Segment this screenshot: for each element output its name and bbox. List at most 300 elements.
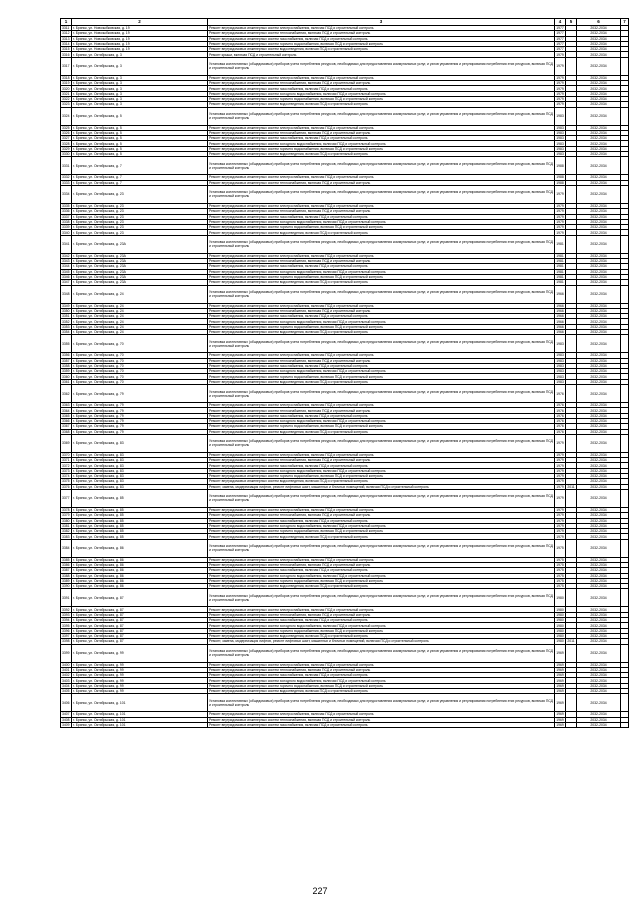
work-type-cell: Ремонт внутридомовых инженерных систем холодного водоснабжения, включая ПСД и строительный контроль (208, 418, 555, 423)
planned-period-cell: 2032-2034 (577, 628, 621, 633)
row-number-cell: 3371 (62, 458, 70, 463)
row-number-cell: 3311 (61, 26, 72, 31)
address-cell: г. Брянск, ул. Октябрьская, д. 83 (72, 434, 208, 452)
row-number-cell: 3361 (62, 379, 70, 384)
work-type-cell: Ремонт внутридомовых инженерных систем горячего водоснабжения, включая ПСД и строительный контроль (208, 324, 555, 329)
address-cell: г. Брянск, ул. Октябрьская, д. 99 (72, 667, 208, 672)
address-cell: г. Брянск, ул. Октябрьская, д. 86 (72, 573, 208, 578)
row-number-cell: 3322 (62, 97, 70, 102)
planned-period-cell: 2032-2034 (577, 712, 621, 717)
build-year-cell: 1979 (556, 102, 564, 107)
last-repair-year-cell (566, 285, 577, 303)
planned-period-cell: 2032-2034 (577, 662, 621, 667)
works-table (60, 18, 629, 728)
planned-period-cell: 2032-2034 (577, 424, 621, 429)
work-type-cell: Ремонт внутридомовых инженерных систем горячего водоснабжения, включая ПСД и строительный контроль (208, 529, 555, 534)
planned-period-cell: 2032-2034 (577, 47, 621, 52)
address-cell: г. Брянск, ул. Октябрьская, д. 87 (72, 589, 208, 607)
build-year-cell: 1979 (556, 214, 564, 219)
work-type-cell: Ремонт внутридомовых инженерных систем газоснабжения, включая ПСД и строительный контроль (208, 136, 555, 141)
row-number-cell: 3325 (62, 125, 70, 130)
row-number-cell: 3323 (62, 102, 70, 107)
work-type-cell: Ремонт внутридомовых инженерных систем холодного водоснабжения, включая ПСД и строительный контроль (208, 468, 555, 473)
work-type-cell: Ремонт внутридомовых инженерных систем газоснабжения, включая ПСД и строительный контроль (208, 86, 555, 91)
address-cell: г. Брянск, ул. Октябрьская, д. 3 (72, 81, 208, 86)
row-number-cell: 3354 (62, 330, 70, 335)
build-year-cell: 1979 (555, 489, 566, 507)
address-cell: г. Брянск, ул. Октябрьская, д. 70 (72, 379, 208, 384)
planned-period-cell: 2032-2034 (577, 209, 621, 214)
row-number-cell: 3384 (61, 539, 72, 557)
row-number-cell: 3383 (62, 534, 70, 539)
address-cell: г. Брянск, ул. Октябрьская, д. 87 (72, 618, 208, 623)
planned-period-cell: 2032-2034 (577, 385, 621, 403)
build-year-cell: 1975 (556, 563, 564, 568)
row-number-cell: 3360 (62, 374, 70, 379)
row-number-cell: 3365 (62, 413, 70, 418)
work-type-cell: Ремонт внутридомовых инженерных систем газоснабжения, включая ПСД и строительный контроль (208, 463, 555, 468)
planned-period-cell: 2032-2034 (577, 185, 621, 203)
address-cell: г. Брянск, ул. Октябрьская, д. 3 (72, 57, 208, 75)
build-year-cell: 1977 (556, 31, 564, 36)
build-year-cell: 1981 (555, 235, 566, 253)
work-type-cell: Установка коллективных (общедомовых) приборов учета потребления ресурсов, необходимых для предоставления коммунальных услуг, и узлов управления и регулирования потребления этих ресурсов, включая ПСД и строительный контроль (208, 434, 555, 452)
work-type-cell: Ремонт внутридомовых инженерных систем электроснабжения, включая ПСД и строительный контроль (208, 712, 555, 717)
work-type-cell: Ремонт внутридомовых инженерных систем теплоснабжения, включая ПСД и строительный контроль (208, 81, 555, 86)
address-cell: г. Брянск, ул. Октябрьская, д. 85 (72, 534, 208, 539)
col-header-1: 1 (61, 19, 72, 26)
row-number-cell: 3355 (61, 335, 72, 353)
work-type-cell: Ремонт внутридомовых инженерных систем электроснабжения, включая ПСД и строительный контроль (208, 303, 555, 308)
row-number-cell: 3318 (62, 75, 70, 80)
build-year-cell: 1981 (556, 264, 564, 269)
row-number-cell: 3320 (62, 86, 70, 91)
planned-period-cell: 2032-2034 (577, 81, 621, 86)
table-row (61, 235, 629, 253)
work-type-cell: Ремонт внутридомовых инженерных систем холодного водоснабжения, включая ПСД и строительный контроль (208, 623, 555, 628)
extra-cell (621, 644, 629, 662)
build-year-cell: 1988 (556, 175, 564, 180)
row-number-cell: 3368 (62, 429, 70, 434)
planned-period-cell: 2032-2034 (577, 683, 621, 688)
planned-period-cell: 2032-2034 (577, 589, 621, 607)
work-type-cell: Ремонт внутридомовых инженерных систем электроснабжения, включая ПСД и строительный контроль (208, 203, 555, 208)
work-type-cell: Ремонт крыши, включая ПСД и строительный контроль (208, 52, 555, 57)
work-type-cell: Ремонт внутридомовых инженерных систем электроснабжения, включая ПСД и строительный контроль (208, 253, 555, 258)
work-type-cell: Ремонт внутридомовых инженерных систем газоснабжения, включая ПСД и строительный контроль (208, 518, 555, 523)
row-number-cell: 3348 (61, 285, 72, 303)
last-repair-year-cell: 2011 (567, 484, 575, 489)
work-type-cell: Ремонт внутридомовых инженерных систем холодного водоснабжения, включая ПСД и строительный контроль (208, 369, 555, 374)
work-type-cell: Ремонт внутридомовых инженерных систем газоснабжения, включая ПСД и строительный контроль (208, 413, 555, 418)
row-number-cell: 3352 (62, 319, 70, 324)
row-number-cell: 3409 (62, 723, 70, 728)
row-number-cell: 3375 (62, 479, 70, 484)
work-type-cell: Ремонт внутридомовых инженерных систем теплоснабжения, включая ПСД и строительный контроль (208, 612, 555, 617)
planned-period-cell: 2032-2034 (577, 633, 621, 638)
work-type-cell: Установка коллективных (общедомовых) приборов учета потребления ресурсов, необходимых для предоставления коммунальных услуг, и узлов управления и регулирования потребления этих ресурсов, включая ПСД и строительный контроль (208, 285, 555, 303)
address-cell: г. Брянск, ул. Октябрьская, д. 83 (72, 474, 208, 479)
planned-period-cell: 2032-2034 (577, 107, 621, 125)
col-header-6: 6 (577, 19, 621, 26)
build-year-cell: 1969 (556, 712, 564, 717)
planned-period-cell: 2032-2034 (577, 36, 621, 41)
address-cell: г. Брянск, ул. Октябрьская, д. 24 (72, 285, 208, 303)
row-number-cell: 3356 (62, 353, 70, 358)
planned-period-cell: 2032-2034 (577, 230, 621, 235)
planned-period-cell: 2032-2034 (577, 91, 621, 96)
row-number-cell: 3366 (62, 419, 70, 424)
address-cell: г. Брянск, ул. Новозыбковская, д. 19 (72, 36, 208, 41)
row-number-cell: 3315 (62, 47, 70, 52)
address-cell: г. Брянск, ул. Октябрьская, д. 23А (72, 253, 208, 258)
work-type-cell: Ремонт внутридомовых инженерных систем теплоснабжения, включая ПСД и строительный контроль (208, 563, 555, 568)
address-cell: г. Брянск, ул. Октябрьская, д. 87 (72, 633, 208, 638)
row-number-cell: 3403 (62, 678, 70, 683)
row-number-cell: 3332 (62, 175, 70, 180)
address-cell: г. Брянск, ул. Октябрьская, д. 83 (72, 468, 208, 473)
work-type-cell: Ремонт внутридомовых инженерных систем теплоснабжения, включая ПСД и строительный контроль (208, 209, 555, 214)
address-cell: г. Брянск, ул. Октябрьская, д. 87 (72, 639, 208, 644)
work-type-cell: Ремонт внутридомовых инженерных систем электроснабжения, включая ПСД и строительный контроль (208, 175, 555, 180)
address-cell: г. Брянск, ул. Октябрьская, д. 86 (72, 563, 208, 568)
table-row (61, 539, 629, 557)
planned-period-cell: 2032-2034 (577, 539, 621, 557)
planned-period-cell: 2032-2034 (577, 474, 621, 479)
planned-period-cell: 2032-2034 (577, 274, 621, 279)
build-year-cell: 1980 (556, 618, 564, 623)
row-number-cell: 3312 (62, 31, 70, 36)
table-row (61, 285, 629, 303)
work-type-cell: Ремонт внутридомовых инженерных систем электроснабжения, включая ПСД и строительный контроль (208, 75, 555, 80)
planned-period-cell: 2032-2034 (577, 513, 621, 518)
build-year-cell: 1983 (556, 374, 564, 379)
work-type-cell: Ремонт внутридомовых инженерных систем газоснабжения, включая ПСД и строительный контроль (208, 314, 555, 319)
last-repair-year-cell (566, 589, 577, 607)
planned-period-cell: 2032-2034 (577, 568, 621, 573)
last-repair-year-cell (566, 722, 577, 727)
row-number-cell: 3347 (62, 280, 70, 285)
address-cell: г. Брянск, ул. Октябрьская, д. 23А (72, 259, 208, 264)
planned-period-cell: 2032-2034 (577, 57, 621, 75)
row-number-cell: 3364 (62, 408, 70, 413)
row-number-cell: 3326 (62, 131, 70, 135)
row-number-cell: 3362 (61, 385, 72, 403)
build-year-cell: 1979 (556, 230, 564, 235)
work-type-cell: Ремонт внутридомовых инженерных систем водоотведения, включая ПСД и строительный контроль (208, 584, 555, 589)
work-type-cell: Установка коллективных (общедомовых) приборов учета потребления ресурсов, необходимых для предоставления коммунальных услуг, и узлов управления и регулирования потребления этих ресурсов, включая ПСД и строительный контроль (208, 235, 555, 253)
address-cell: г. Брянск, ул. Октябрьская, д. 86 (72, 557, 208, 562)
work-type-cell: Установка коллективных (общедомовых) приборов учета потребления ресурсов, необходимых для предоставления коммунальных услуг, и узлов управления и регулирования потребления этих ресурсов, включая ПСД и строительный контроль (208, 539, 555, 557)
row-number-cell: 3397 (62, 634, 70, 639)
address-cell: г. Брянск, ул. Новозыбковская, д. 19 (72, 31, 208, 36)
address-cell: г. Брянск, ул. Октябрьская, д. 7 (72, 180, 208, 185)
work-type-cell: Ремонт внутридомовых инженерных систем электроснабжения, включая ПСД и строительный контроль (208, 662, 555, 667)
planned-period-cell: 2032-2034 (577, 308, 621, 313)
address-cell: г. Брянск, ул. Октябрьская, д. 99 (72, 673, 208, 678)
planned-period-cell: 2032-2034 (577, 623, 621, 628)
build-year-cell: 1979 (556, 468, 564, 473)
build-year-cell: 1976 (556, 403, 564, 408)
build-year-cell: 1979 (555, 185, 566, 203)
address-cell: г. Брянск, ул. Новозыбковская, д. 19 (72, 41, 208, 46)
extra-cell (621, 157, 629, 175)
row-number-cell: 3392 (62, 607, 70, 612)
row-number-cell: 3319 (62, 81, 70, 86)
row-number-cell: 3314 (62, 42, 70, 47)
row-number-cell: 3334 (61, 185, 72, 203)
address-cell: г. Брянск, ул. Октябрьская, д. 101 (72, 722, 208, 727)
row-number-cell: 3393 (62, 612, 70, 617)
work-type-cell: Ремонт внутридомовых инженерных систем холодного водоснабжения, включая ПСД и строительный контроль (208, 219, 555, 224)
row-number-cell: 3374 (62, 474, 70, 479)
table-row (61, 57, 629, 75)
work-type-cell: Установка коллективных (общедомовых) приборов учета потребления ресурсов, необходимых для предоставления коммунальных услуг, и узлов управления и регулирования потребления этих ресурсов, включая ПСД и строительный контроль (208, 489, 555, 507)
planned-period-cell: 2032-2034 (577, 180, 621, 185)
address-cell: г. Брянск, ул. Октябрьская, д. 23 (72, 209, 208, 214)
planned-period-cell: 2032-2034 (577, 324, 621, 329)
build-year-cell: 1983 (556, 125, 564, 130)
address-cell: г. Брянск, ул. Октябрьская, д. 3 (72, 86, 208, 91)
work-type-cell: Установка коллективных (общедомовых) приборов учета потребления ресурсов, необходимых для предоставления коммунальных услуг, и узлов управления и регулирования потребления этих ресурсов, включая ПСД и строительный контроль (208, 694, 555, 712)
row-number-cell: 3363 (62, 403, 70, 408)
row-number-cell: 3333 (62, 180, 70, 185)
last-repair-year-cell (566, 235, 577, 253)
build-year-cell: 1976 (556, 413, 564, 418)
build-year-cell: 1979 (556, 52, 564, 57)
planned-period-cell: 2032-2034 (577, 259, 621, 264)
row-number-cell: 3359 (62, 369, 70, 374)
work-type-cell: Ремонт внутридомовых инженерных систем теплоснабжения, включая ПСД и строительный контроль (208, 31, 555, 36)
work-type-cell: Ремонт внутридомовых инженерных систем горячего водоснабжения, включая ПСД и строительный контроль (208, 96, 555, 101)
work-type-cell: Установка коллективных (общедомовых) приборов учета потребления ресурсов, необходимых для предоставления коммунальных услуг, и узлов управления и регулирования потребления этих ресурсов, включая ПСД и строительный контроль (208, 589, 555, 607)
work-type-cell: Ремонт внутридомовых инженерных систем водоотведения, включая ПСД и строительный контроль (208, 479, 555, 484)
last-repair-year-cell (566, 335, 577, 353)
work-type-cell: Ремонт внутридомовых инженерных систем горячего водоснабжения, включая ПСД и строительный контроль (208, 683, 555, 688)
work-type-cell: Ремонт внутридомовых инженерных систем газоснабжения, включая ПСД и строительный контроль (208, 722, 555, 727)
build-year-cell: 1979 (556, 508, 564, 513)
address-cell: г. Брянск, ул. Октябрьская, д. 24 (72, 329, 208, 334)
address-cell: г. Брянск, ул. Октябрьская, д. 79 (72, 408, 208, 413)
last-repair-year-cell (566, 489, 577, 507)
build-year-cell: 1969 (556, 668, 564, 672)
planned-period-cell: 2032-2034 (577, 563, 621, 568)
build-year-cell: 1979 (556, 225, 564, 230)
row-number-cell: 3370 (62, 452, 70, 457)
build-year-cell: 1981 (556, 259, 564, 264)
work-type-cell: Ремонт внутридомовых инженерных систем газоснабжения, включая ПСД и строительный контроль (208, 36, 555, 41)
row-number-cell: 3337 (62, 214, 70, 219)
work-type-cell: Ремонт внутридомовых инженерных систем холодного водоснабжения, включая ПСД и строительный контроль (208, 141, 555, 146)
address-cell: г. Брянск, ул. Октябрьская, д. 24 (72, 319, 208, 324)
address-cell: г. Брянск, ул. Октябрьская, д. 83 (72, 458, 208, 463)
planned-period-cell: 2032-2034 (577, 418, 621, 423)
planned-period-cell: 2032-2034 (577, 678, 621, 683)
build-year-cell: 1969 (555, 694, 566, 712)
work-type-cell: Ремонт внутридомовых инженерных систем горячего водоснабжения, включая ПСД и строительный контроль (208, 225, 555, 230)
address-cell: г. Брянск, ул. Октябрьская, д. 70 (72, 358, 208, 363)
planned-period-cell: 2032-2034 (577, 102, 621, 107)
row-number-cell: 3369 (61, 434, 72, 452)
planned-period-cell: 2032-2034 (577, 463, 621, 468)
work-type-cell: Ремонт внутридомовых инженерных систем электроснабжения, включая ПСД и строительный контроль (208, 26, 555, 31)
planned-period-cell: 2032-2034 (577, 408, 621, 413)
build-year-cell: 1966 (555, 285, 566, 303)
planned-period-cell: 2032-2034 (577, 369, 621, 374)
build-year-cell: 1983 (556, 141, 564, 146)
address-cell: г. Брянск, ул. Октябрьская, д. 99 (72, 662, 208, 667)
address-cell: г. Брянск, ул. Октябрьская, д. 23А (72, 269, 208, 274)
row-number-cell: 3330 (62, 152, 70, 157)
row-number-cell: 3336 (62, 209, 70, 214)
address-cell: г. Брянск, ул. Октябрьская, д. 85 (72, 489, 208, 507)
build-year-cell: 1979 (556, 474, 564, 479)
work-type-cell: Ремонт внутридомовых инженерных систем водоотведения, включая ПСД и строительный контроль (208, 102, 555, 107)
address-cell: г. Брянск, ул. Октябрьская, д. 79 (72, 424, 208, 429)
planned-period-cell: 2032-2034 (577, 584, 621, 589)
build-year-cell: 1977 (556, 26, 564, 31)
build-year-cell: 1983 (556, 358, 564, 363)
last-repair-year-cell (566, 107, 577, 125)
planned-period-cell: 2032-2034 (577, 639, 621, 644)
work-type-cell: Ремонт внутридомовых инженерных систем водоотведения, включая ПСД и строительный контроль (208, 152, 555, 157)
address-cell: г. Брянск, ул. Октябрьская, д. 5 (72, 146, 208, 151)
planned-period-cell: 2032-2034 (577, 329, 621, 334)
work-type-cell: Ремонт внутридомовых инженерных систем электроснабжения, включая ПСД и строительный контроль (208, 403, 555, 408)
build-year-cell: 1979 (556, 91, 564, 96)
work-type-cell: Ремонт внутридомовых инженерных систем водоотведения, включая ПСД и строительный контроль (208, 230, 555, 235)
work-type-cell: Ремонт, замена, модернизация лифтов, ремонт лифтовых шахт, машинных и блочных помещений, включая ПСД и строительный контроль (208, 639, 555, 644)
extra-cell (621, 489, 629, 507)
address-cell: г. Брянск, ул. Октябрьская, д. 87 (72, 607, 208, 612)
work-type-cell: Ремонт внутридомовых инженерных систем электроснабжения, включая ПСД и строительный контроль (208, 607, 555, 612)
row-number-cell: 3408 (62, 717, 70, 722)
last-repair-year-cell (566, 157, 577, 175)
extra-cell (621, 385, 629, 403)
build-year-cell: 1980 (556, 628, 564, 633)
extra-cell (621, 235, 629, 253)
work-type-cell: Ремонт внутридомовых инженерных систем газоснабжения, включая ПСД и строительный контроль (208, 618, 555, 623)
row-number-cell: 3351 (62, 314, 70, 319)
table-row (61, 589, 629, 607)
work-type-cell: Ремонт внутридомовых инженерных систем горячего водоснабжения, включая ПСД и строительный контроль (208, 628, 555, 633)
address-cell: г. Брянск, ул. Октябрьская, д. 24 (72, 324, 208, 329)
planned-period-cell: 2032-2034 (577, 578, 621, 583)
build-year-cell: 1983 (556, 364, 564, 369)
planned-period-cell: 2032-2034 (577, 673, 621, 678)
address-cell: г. Брянск, ул. Октябрьская, д. 24 (72, 308, 208, 313)
row-number-cell: 3386 (62, 563, 70, 568)
planned-period-cell: 2032-2034 (577, 146, 621, 151)
build-year-cell: 1975 (556, 573, 564, 578)
row-number-cell: 3321 (62, 91, 70, 96)
work-type-cell: Ремонт внутридомовых инженерных систем электроснабжения, включая ПСД и строительный контроль (208, 557, 555, 562)
row-number-cell: 3316 (62, 52, 70, 57)
address-cell: г. Брянск, ул. Октябрьская, д. 79 (72, 418, 208, 423)
table-row (61, 434, 629, 452)
table-row (61, 644, 629, 662)
col-header-2: 2 (72, 19, 208, 26)
build-year-cell: 1983 (556, 136, 564, 141)
planned-period-cell: 2032-2034 (577, 280, 621, 285)
build-year-cell: 1983 (556, 379, 564, 384)
work-type-cell: Ремонт внутридомовых инженерных систем теплоснабжения, включая ПСД и строительный контроль (208, 259, 555, 264)
row-number-cell: 3339 (62, 225, 70, 230)
address-cell: г. Брянск, ул. Октябрьская, д. 70 (72, 335, 208, 353)
planned-period-cell: 2032-2034 (577, 573, 621, 578)
build-year-cell: 1983 (556, 353, 564, 358)
work-type-cell: Ремонт внутридомовых инженерных систем горячего водоснабжения, включая ПСД и строительный контроль (208, 474, 555, 479)
work-type-cell: Ремонт внутридомовых инженерных систем теплоснабжения, включая ПСД и строительный контроль (208, 130, 555, 135)
build-year-cell: 1969 (556, 723, 564, 728)
build-year-cell: 1979 (556, 463, 564, 468)
address-cell: г. Брянск, ул. Октябрьская, д. 86 (72, 568, 208, 573)
last-repair-year-cell (566, 539, 577, 557)
planned-period-cell: 2032-2034 (577, 607, 621, 612)
work-type-cell: Ремонт внутридомовых инженерных систем водоотведения, включая ПСД и строительный контроль (208, 429, 555, 434)
table-row (61, 489, 629, 507)
address-cell: г. Брянск, ул. Октябрьская, д. 23 (72, 219, 208, 224)
build-year-cell: 1977 (556, 47, 564, 52)
address-cell: г. Брянск, ул. Октябрьская, д. 83 (72, 479, 208, 484)
registry-sheet (60, 18, 628, 728)
work-type-cell: Ремонт внутридомовых инженерных систем теплоснабжения, включая ПСД и строительный контроль (208, 717, 555, 722)
address-cell: г. Брянск, ул. Октябрьская, д. 23 (72, 225, 208, 230)
build-year-cell: 1980 (556, 607, 564, 612)
planned-period-cell: 2032-2034 (577, 403, 621, 408)
planned-period-cell: 2032-2034 (577, 468, 621, 473)
table-row (61, 157, 629, 175)
row-number-cell: 3388 (62, 573, 70, 578)
table-row (61, 722, 629, 727)
planned-period-cell: 2032-2034 (577, 363, 621, 368)
row-number-cell: 3390 (62, 584, 70, 589)
row-number-cell: 3344 (62, 264, 70, 269)
work-type-cell: Ремонт внутридомовых инженерных систем электроснабжения, включая ПСД и строительный контроль (208, 452, 555, 457)
last-repair-year-cell: 2011 (567, 639, 575, 644)
planned-period-cell: 2032-2034 (577, 26, 621, 31)
work-type-cell: Ремонт внутридомовых инженерных систем теплоснабжения, включая ПСД и строительный контроль (208, 308, 555, 313)
build-year-cell: 1980 (556, 612, 564, 617)
address-cell: г. Брянск, ул. Октябрьская, д. 7 (72, 157, 208, 175)
row-number-cell: 3377 (61, 489, 72, 507)
address-cell: г. Брянск, ул. Октябрьская, д. 3 (72, 102, 208, 107)
build-year-cell: 1969 (556, 673, 564, 678)
build-year-cell: 1976 (556, 419, 564, 424)
row-number-cell: 3406 (61, 694, 72, 712)
work-type-cell: Ремонт внутридомовых инженерных систем газоснабжения, включая ПСД и строительный контроль (208, 363, 555, 368)
build-year-cell: 1981 (556, 280, 564, 285)
row-number-cell: 3387 (62, 568, 70, 573)
planned-period-cell: 2032-2034 (577, 130, 621, 135)
build-year-cell: 1969 (556, 678, 564, 683)
row-number-cell: 3367 (62, 424, 70, 429)
address-cell: г. Брянск, ул. Октябрьская, д. 99 (72, 683, 208, 688)
work-type-cell: Ремонт внутридомовых инженерных систем теплоснабжения, включая ПСД и строительный контроль (208, 667, 555, 672)
address-cell: г. Брянск, ул. Новозыбковская, д. 19 (72, 47, 208, 52)
row-number-cell: 3380 (62, 518, 70, 523)
planned-period-cell: 2032-2034 (577, 96, 621, 101)
work-type-cell: Ремонт внутридомовых инженерных систем горячего водоснабжения, включая ПСД и строительный контроль (208, 374, 555, 379)
row-number-cell: 3340 (62, 230, 70, 235)
row-number-cell: 3317 (61, 57, 72, 75)
work-type-cell: Ремонт внутридомовых инженерных систем холодного водоснабжения, включая ПСД и строительный контроль (208, 269, 555, 274)
work-type-cell: Установка коллективных (общедомовых) приборов учета потребления ресурсов, необходимых для предоставления коммунальных услуг, и узлов управления и регулирования потребления этих ресурсов, включая ПСД и строительный контроль (208, 644, 555, 662)
build-year-cell: 1979 (556, 458, 564, 463)
row-number-cell: 3373 (62, 468, 70, 473)
build-year-cell: 1979 (556, 518, 564, 523)
build-year-cell: 1980 (556, 623, 564, 628)
